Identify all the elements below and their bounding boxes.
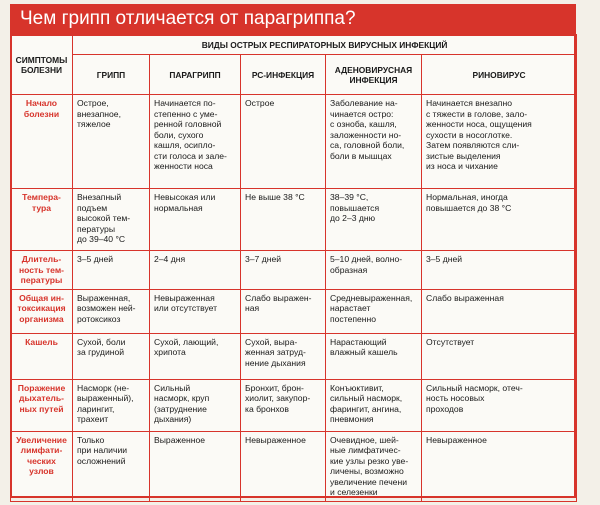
table-row-cough <box>11 333 577 379</box>
cell-intoxication-rs: Слабо выражен- ная <box>241 289 326 333</box>
cell-temperature-adenovirus: 38–39 °С, повышается до 2–3 дню <box>326 189 422 251</box>
cell-lymph-flu: Только при наличии осложнений <box>73 431 150 501</box>
cell-temperature-rs: Не выше 38 °С <box>241 189 326 251</box>
row-header-temperature: Темпера- тура <box>11 189 73 251</box>
cell-intoxication-adenovirus: Средневыраженная, нарастает постепенно <box>326 289 422 333</box>
cell-lymph-rs: Невыраженное <box>241 431 326 501</box>
column-header-rhinovirus: РИНОВИРУС <box>422 55 577 95</box>
cell-respiratory-rhinovirus: Сильный насморк, отеч- ность носовых проходов <box>422 379 577 431</box>
cell-cough-rs: Сухой, выра- женная затруд- нение дыхания <box>241 333 326 379</box>
cell-respiratory-rs: Бронхит, брон- хиолит, закупор- ка бронхов <box>241 379 326 431</box>
cell-temperature-rhinovirus: Нормальная, иногда повышается до 38 °С <box>422 189 577 251</box>
cell-duration-rs: 3–7 дней <box>241 251 326 290</box>
cell-onset-rs: Острое <box>241 95 326 189</box>
row-header-lymph-nodes: Увеличение лимфати- ческих узлов <box>11 431 73 501</box>
table-row-onset <box>11 95 577 189</box>
cell-temperature-parainfluenza: Невысокая или нормальная <box>150 189 241 251</box>
row-header-intoxication: Общая ин- токсикация организма <box>11 289 73 333</box>
cell-intoxication-flu: Выраженная, возможен ней- ротоксикоз <box>73 289 150 333</box>
column-header-parainfluenza: ПАРАГРИПП <box>150 55 241 95</box>
column-header-rs-infection: РС-ИНФЕКЦИЯ <box>241 55 326 95</box>
column-header-flu: ГРИПП <box>73 55 150 95</box>
cell-intoxication-rhinovirus: Слабо выраженная <box>422 289 577 333</box>
cell-cough-adenovirus: Нарастающий влажный кашель <box>326 333 422 379</box>
table-row-duration <box>11 251 577 290</box>
cell-temperature-flu: Внезапный подъем высокой тем- пературы до 39–40 °С <box>73 189 150 251</box>
cell-respiratory-parainfluenza: Сильный насморк, круп (затруднение дыхания) <box>150 379 241 431</box>
cell-duration-rhinovirus: 3–5 дней <box>422 251 577 290</box>
column-header-adenovirus: АДЕНОВИРУСНАЯ ИНФЕКЦИЯ <box>326 55 422 95</box>
row-header-duration: Длитель- ность тем- пературы <box>11 251 73 290</box>
cell-lymph-adenovirus: Очевидное, шей- ные лимфатичес- кие узлы резко уве- личены, возможно увеличение печени и селезенки <box>326 431 422 501</box>
cell-cough-flu: Сухой, боли за грудиной <box>73 333 150 379</box>
cell-intoxication-parainfluenza: Невыраженная или отсутствует <box>150 289 241 333</box>
row-header-cough: Кашель <box>11 333 73 379</box>
cell-lymph-parainfluenza: Выраженное <box>150 431 241 501</box>
cell-cough-rhinovirus: Отсутствует <box>422 333 577 379</box>
row-header-respiratory: Поражение дыхатель- ных путей <box>11 379 73 431</box>
cell-respiratory-flu: Насморк (не- выраженный), ларингит, трахеит <box>73 379 150 431</box>
cell-lymph-rhinovirus: Невыраженное <box>422 431 577 501</box>
symptoms-header: СИМПТОМЫ БОЛЕЗНИ <box>11 35 73 95</box>
infections-group-header: ВИДЫ ОСТРЫХ РЕСПИРАТОРНЫХ ВИРУСНЫХ ИНФЕКЦИЙ <box>73 35 577 55</box>
table-row-respiratory <box>11 379 577 431</box>
cell-onset-parainfluenza: Начинается по- степенно с умe- ренной головной боли, сухого кашля, осипло- сти голоса и зале- женности носа <box>150 95 241 189</box>
table-row-temperature <box>11 189 577 251</box>
row-header-onset: Начало болезни <box>11 95 73 189</box>
page-title: Чем грипп отличается от парагриппа? <box>10 4 576 34</box>
cell-onset-flu: Острое, внезапное, тяжелое <box>73 95 150 189</box>
cell-duration-flu: 3–5 дней <box>73 251 150 290</box>
cell-duration-adenovirus: 5–10 дней, волно- образная <box>326 251 422 290</box>
cell-duration-parainfluenza: 2–4 дня <box>150 251 241 290</box>
cell-respiratory-adenovirus: Конъюктивит, сильный насморк, фарингит, ангина, пневмония <box>326 379 422 431</box>
cell-onset-adenovirus: Заболевание на- чинается остро: с озноба, кашля, заложенности но- са, головной боли, боли в мышцах <box>326 95 422 189</box>
cell-onset-rhinovirus: Начинается внезапно с тяжести в голове, зало- женности носа, ощущения сухости в носоглотке. Затем появляются сли- зистые выделения из носа и чихание <box>422 95 577 189</box>
table-row-lymph-nodes <box>11 431 577 501</box>
comparison-table <box>10 34 577 502</box>
cell-cough-parainfluenza: Сухой, лающий, хрипота <box>150 333 241 379</box>
table-row-intoxication <box>11 289 577 333</box>
